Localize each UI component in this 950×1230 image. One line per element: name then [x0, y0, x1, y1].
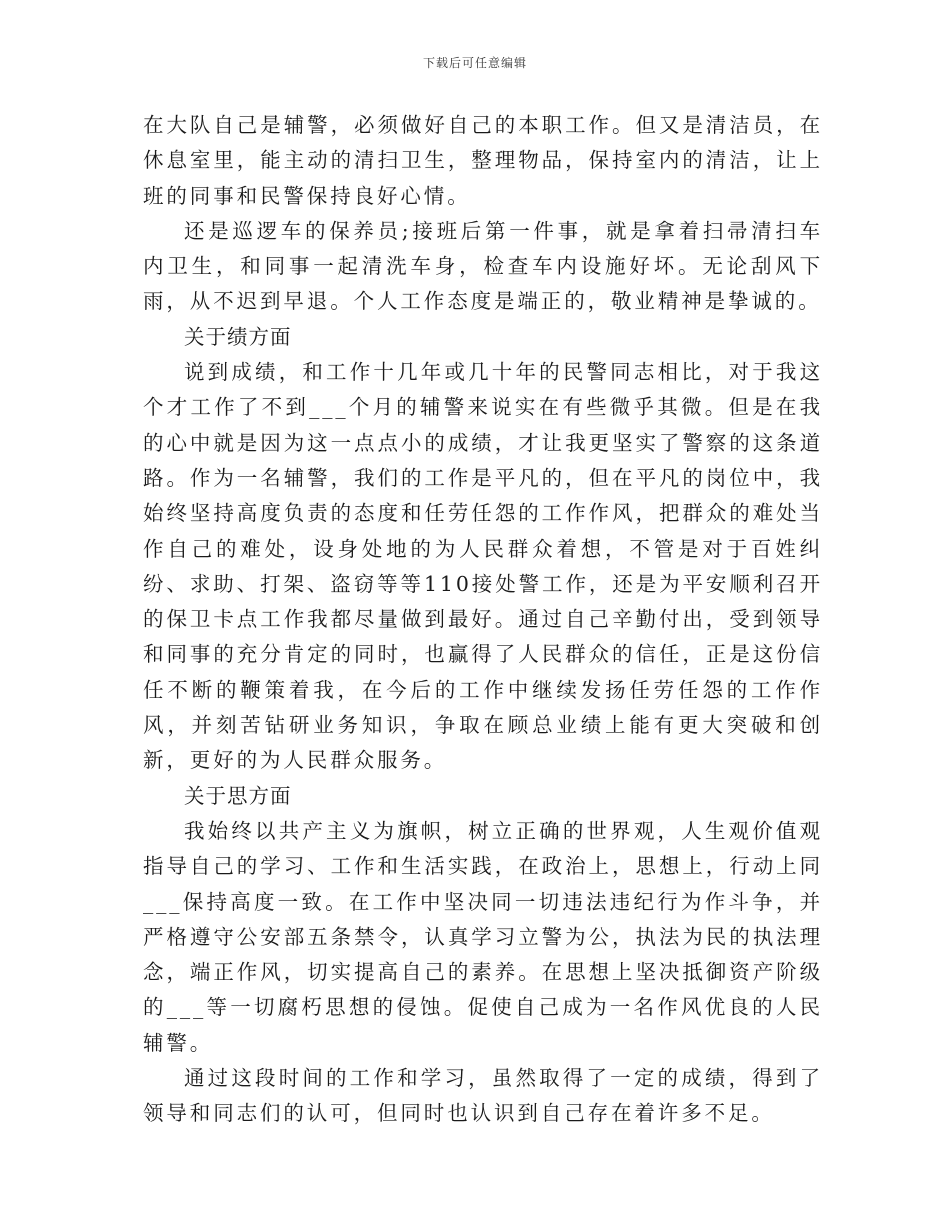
- paragraph: 通过这段时间的工作和学习，虽然取得了一定的成绩，得到了领导和同志们的认可，但同时也认识到自己存在着许多不足。: [143, 1066, 823, 1126]
- section-heading: 关于绩方面: [184, 324, 292, 349]
- paragraph: 说到成绩，和工作十几年或几十年的民警同志相比，对于我这个才工作了不到___个月的辅警来说实在有些微乎其微。但是在我的心中就是因为这一点点小的成绩，才让我更坚实了警察的这条道路。作为一名辅警，我们的工作是平凡的，但在平凡的岗位中，我始终坚持高度负责的态度和任劳任怨的工作作风，把群众的难处当作自己的难处，设身处地的为人民群众着想，不管是对于百姓纠纷、求助、打架、盗窃等等110接处警工作，还是为平安顺利召开的保卫卡点工作我都尽量做到最好。通过自己辛勤付出，受到领导和同事的充分肯定的同时，也赢得了人民群众的信任，正是这份信任不断的鞭策着我，在今后的工作中继续发扬任劳任怨的工作作风，并刻苦钻研业务知识，争取在顾总业绩上能有更大突破和创新，更好的为人民群众服务。: [143, 360, 823, 773]
- paragraph: 还是巡逻车的保养员;接班后第一件事，就是拿着扫帚清扫车内卫生，和同事一起清洗车身，检查车内设施好坏。无论刮风下雨，从不迟到早退。个人工作态度是端正的，敬业精神是挚诚的。: [143, 218, 823, 314]
- section-heading: 关于思方面: [184, 783, 292, 808]
- page-header: 下载后可任意编辑: [422, 56, 527, 70]
- document-body: [143, 108, 823, 1132]
- paragraph: 在大队自己是辅警，必须做好自己的本职工作。但又是清洁员，在休息室里，能主动的清扫卫生，整理物品，保持室内的清洁，让上班的同事和民警保持良好心情。: [143, 113, 823, 208]
- paragraph: 我始终以共产主义为旗帜，树立正确的世界观，人生观价值观指导自己的学习、工作和生活实践，在政治上，思想上，行动上同___保持高度一致。在工作中坚决同一切违法违纪行为作斗争，并严格遵守公安部五条禁令，认真学习立警为公，执法为民的执法理念，端正作风，切实提高自己的素养。在思想上坚决抵御资产阶级的___等一切腐朽思想的侵蚀。促使自己成为一名作风优良的人民辅警。: [143, 818, 823, 1055]
